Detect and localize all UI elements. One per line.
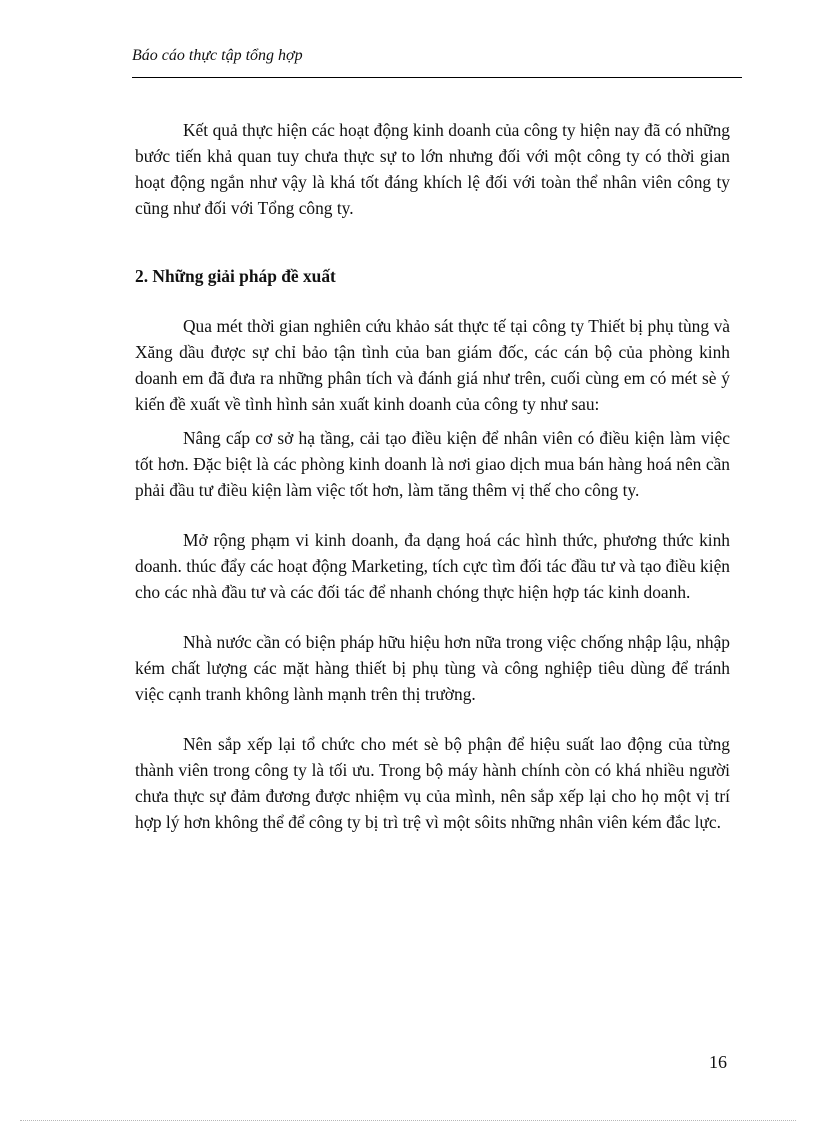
intro-paragraph: Kết quả thực hiện các hoạt động kinh doanh của công ty hiện nay đã có những bước tiến khả quan tuy chưa thực sự to lớn nhưng đối với một công ty có thời gian hoạt động ngắn như vậy là khá tốt đáng khích lệ đối với toàn thể nhân viên công ty cũng như đối với Tổng công ty. <box>135 120 730 218</box>
spacer <box>135 289 730 313</box>
paragraph-5: Nên sắp xếp lại tổ chức cho mét sè bộ phận để hiệu suất lao động của từng thành viên trong công ty là tối ưu. Trong bộ máy hành chính còn có khá nhiều người chưa thực sự đảm đương được nhiệm vụ của mình, nên sắp xếp lại cho họ một vị trí hợp lý hơn không thể để công ty bị trì trệ vì một sôits những nhân viên kém đắc lực. <box>135 734 730 832</box>
running-header: Báo cáo thực tập tổng hợp <box>132 47 303 64</box>
page-bottom-divider <box>20 1120 796 1121</box>
page-number: 16 <box>709 1052 727 1072</box>
spacer <box>135 417 730 425</box>
spacer <box>135 605 730 629</box>
spacer <box>135 707 730 731</box>
section-heading: 2. Những giải pháp đề xuất <box>135 266 336 286</box>
paragraph-3: Mở rộng phạm vi kinh doanh, đa dạng hoá các hình thức, phương thức kinh doanh. thúc đẩy các hoạt động Marketing, tích cực tìm đối tác đầu tư và tạo điều kiện cho các nhà đầu tư và các đối tác để nhanh chóng thực hiện hợp tác kinh doanh. <box>135 530 730 602</box>
paragraph-4: Nhà nước cần có biện pháp hữu hiệu hơn nữa trong việc chống nhập lậu, nhập kém chất lượng các mặt hàng thiết bị phụ tùng và công nghiệp tiêu dùng để tránh việc cạnh tranh không lành mạnh trên thị trường. <box>135 632 730 704</box>
paragraph-2: Nâng cấp cơ sở hạ tầng, cải tạo điều kiện để nhân viên có điều kiện làm việc tốt hơn. Đặc biệt là các phòng kinh doanh là nơi giao dịch mua bán hàng hoá nên cần phải đầu tư điều kiện làm việc tốt hơn, làm tăng thêm vị thế cho công ty. <box>135 428 730 500</box>
paragraph-1: Qua mét thời gian nghiên cứu khảo sát thực tế tại công ty Thiết bị phụ tùng và Xăng dầu được sự chỉ bảo tận tình của ban giám đốc, các cán bộ của phòng kinh doanh em đã đưa ra những phân tích và đánh giá như trên, cuối cùng em có mét sè ý kiến đề xuất về tình hình sản xuất kinh doanh của công ty như sau: <box>135 316 730 414</box>
header-rule <box>132 77 742 78</box>
spacer <box>135 221 730 263</box>
document-body <box>135 117 730 835</box>
spacer <box>135 503 730 527</box>
